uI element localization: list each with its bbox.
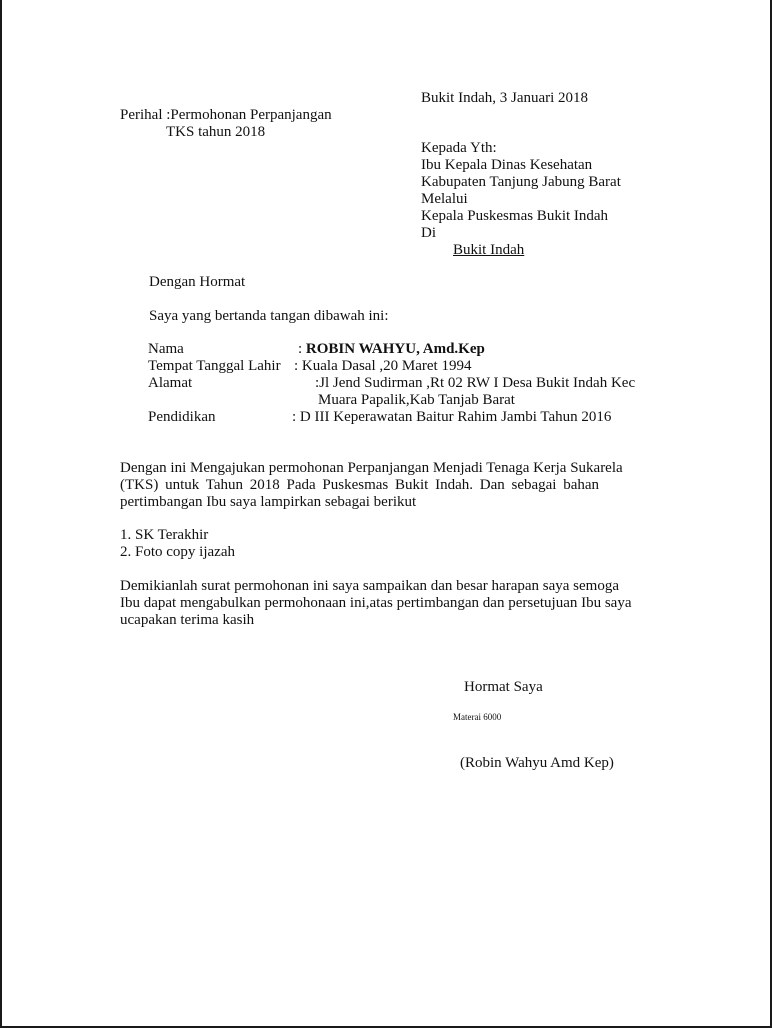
body-line-2: (TKS) untuk Tahun 2018 Pada Puskesmas Bukit Indah. Dan sebagai bahan bbox=[120, 477, 600, 493]
stamp-note: Materai 6000 bbox=[453, 712, 502, 722]
name-value: ROBIN WAHYU, Amd.Kep bbox=[305, 341, 485, 357]
subject-line-1: Perihal :Permohonan Perpanjangan bbox=[120, 107, 332, 123]
attachment-list bbox=[120, 527, 235, 561]
body-line-1: Dengan ini Mengajukan permohonan Perpanjangan Menjadi Tenaga Kerja Sukarela bbox=[120, 460, 623, 476]
recipient-line-4: Kepala Puskesmas Bukit Indah bbox=[421, 208, 609, 224]
address-value-line-2: Muara Papalik,Kab Tanjab Barat bbox=[318, 392, 515, 408]
recipient-line-2: Kabupaten Tanjung Jabung Barat bbox=[421, 174, 621, 190]
education-label: Pendidikan bbox=[148, 409, 216, 425]
attachment-item-1: 1. SK Terakhir bbox=[120, 527, 209, 543]
signature-regards: Hormat Saya bbox=[464, 679, 543, 695]
name-separator: : bbox=[298, 341, 303, 357]
address-label: Alamat bbox=[148, 375, 193, 391]
birth-label: Tempat Tanggal Lahir bbox=[148, 358, 281, 374]
recipient-place bbox=[421, 242, 621, 259]
address-value-line-1: :Jl Jend Sudirman ,Rt 02 RW I Desa Bukit Indah Kec bbox=[315, 375, 636, 391]
recipient-line-1: Ibu Kepala Dinas Kesehatan bbox=[421, 157, 593, 173]
intro-text: Saya yang bertanda tangan dibawah ini: bbox=[149, 308, 389, 324]
recipient-line-5: Di bbox=[421, 225, 436, 241]
attachment-item-2: 2. Foto copy ijazah bbox=[120, 544, 235, 560]
signature-name: (Robin Wahyu Amd Kep) bbox=[460, 755, 614, 771]
recipient-place-text: Bukit Indah bbox=[453, 242, 525, 258]
closing-line-1: Demikianlah surat permohonan ini saya sampaikan dan besar harapan saya semoga bbox=[120, 578, 619, 594]
recipient-greeting: Kepada Yth: bbox=[421, 140, 497, 156]
closing-paragraph bbox=[120, 578, 632, 629]
name-value-row bbox=[298, 341, 485, 358]
body-line-3: pertimbangan Ibu saya lampirkan sebagai berikut bbox=[120, 494, 417, 510]
recipient-block bbox=[421, 140, 621, 259]
education-value: : D III Keperawatan Baitur Rahim Jambi Tahun 2016 bbox=[292, 409, 612, 425]
name-label: Nama bbox=[148, 341, 184, 357]
closing-line-2: Ibu dapat mengabulkan permohonaan ini,atas pertimbangan dan persetujuan Ibu saya bbox=[120, 595, 632, 611]
subject-line-2: TKS tahun 2018 bbox=[166, 124, 266, 140]
subject-block bbox=[120, 107, 332, 141]
closing-line-3: ucapakan terima kasih bbox=[120, 612, 255, 628]
recipient-line-3: Melalui bbox=[421, 191, 468, 207]
salutation: Dengan Hormat bbox=[149, 274, 246, 290]
letter-date: Bukit Indah, 3 Januari 2018 bbox=[421, 90, 589, 106]
birth-value: : Kuala Dasal ,20 Maret 1994 bbox=[294, 358, 472, 374]
body-paragraph bbox=[120, 460, 623, 511]
